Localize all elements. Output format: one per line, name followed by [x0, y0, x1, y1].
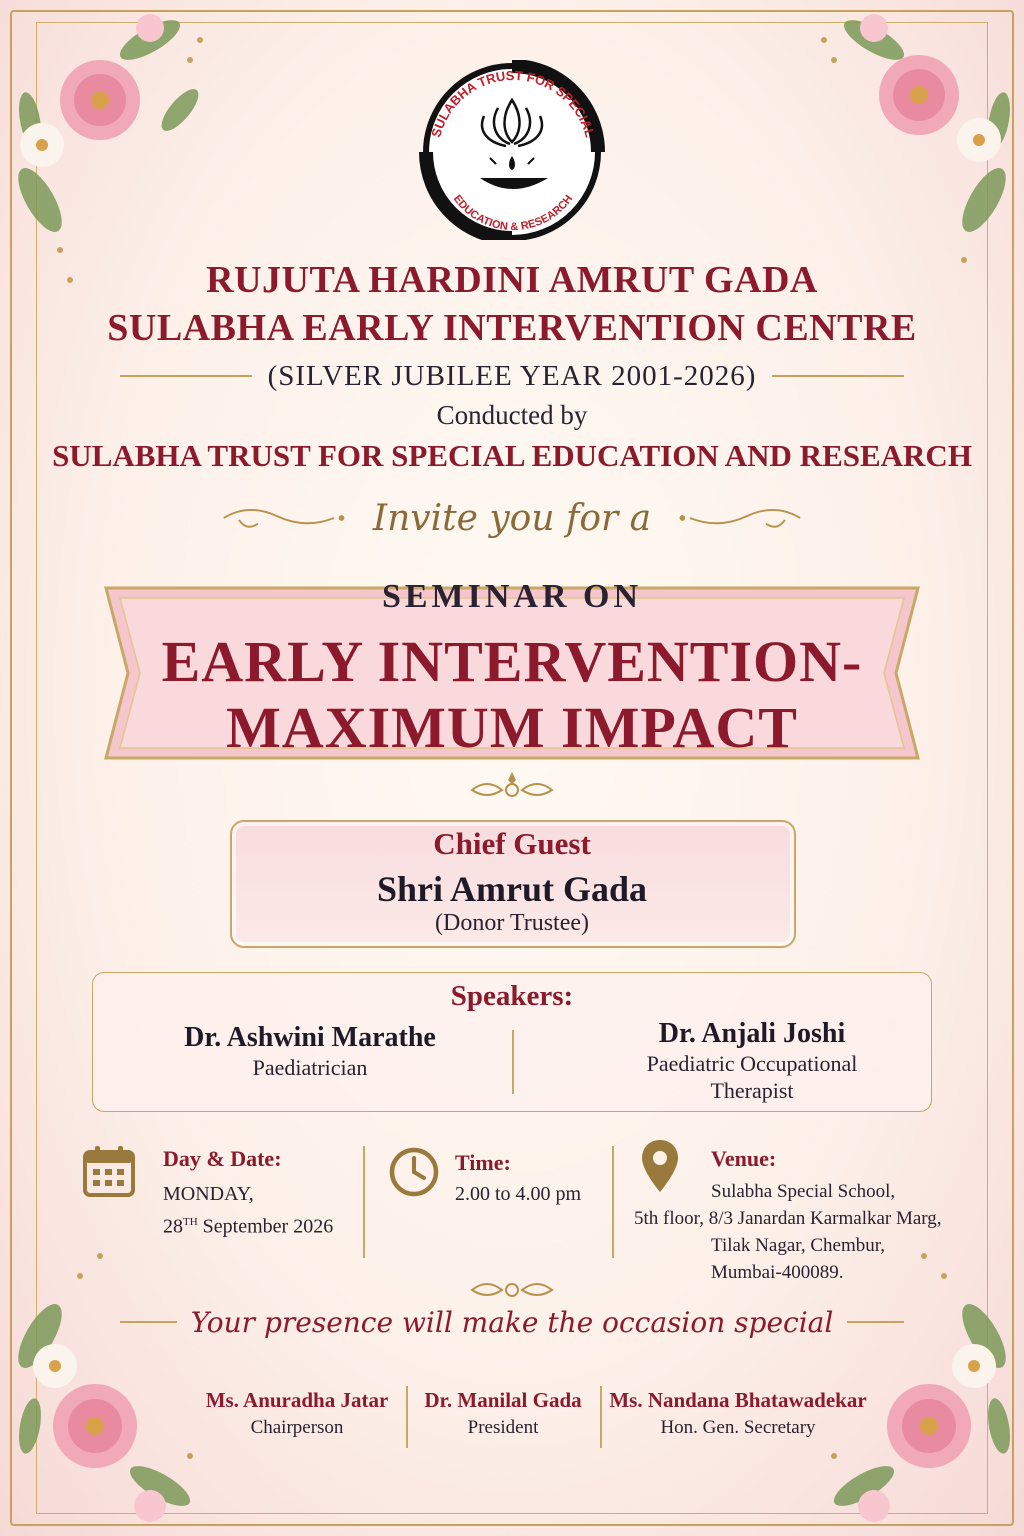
floral-corner-top-left — [0, 0, 220, 300]
logo-ring-top-text: SULABHA TRUST FOR SPECIAL — [428, 67, 598, 139]
floral-corner-top-right — [804, 0, 1024, 300]
speaker-role: Paediatric Occupational — [646, 1051, 858, 1076]
signatory-1 — [190, 1388, 404, 1439]
jubilee-row — [120, 356, 904, 396]
seminar-prefix: SEMINAR ON — [381, 578, 643, 615]
speaker-name: Dr. Ashwini Marathe — [184, 1022, 436, 1053]
speakers-label: Speakers: — [450, 980, 574, 1012]
divider-line — [120, 1321, 177, 1323]
speaker-role: Therapist — [710, 1078, 794, 1103]
centre-name-line2: SULABHA EARLY INTERVENTION CENTRE — [107, 307, 917, 349]
venue-line: Sulabha Special School, — [711, 1181, 896, 1202]
divider-line — [120, 375, 252, 377]
signatory-2 — [410, 1388, 596, 1439]
signatory-3 — [606, 1388, 870, 1439]
chief-guest-label: Chief Guest — [433, 826, 591, 861]
signatory-name: Ms. Anuradha Jatar — [205, 1388, 389, 1412]
conducted-by: Conducted by — [436, 400, 588, 430]
logo-ring-bottom-text: EDUCATION & RESEARCH — [450, 192, 576, 234]
invite-row — [220, 490, 804, 546]
signatory-divider — [406, 1386, 408, 1448]
details-divider — [612, 1146, 614, 1258]
signatory-name: Ms. Nandana Bhatawadekar — [609, 1388, 867, 1412]
details-divider — [363, 1146, 365, 1258]
date-full — [163, 1208, 333, 1241]
venue-line: 5th floor, 8/3 Janardan Karmalkar Marg, — [634, 1208, 942, 1229]
speaker-2 — [540, 1018, 964, 1104]
presence-text: Your presence will make the occasion special — [190, 1305, 834, 1339]
speaker-name: Dr. Anjali Joshi — [658, 1018, 846, 1049]
presence-row — [120, 1302, 904, 1342]
date-day: 28 — [163, 1215, 183, 1238]
time-value: 2.00 to 4.00 pm — [455, 1183, 582, 1205]
centre-name-line1: RUJUTA HARDINI AMRUT GADA — [206, 259, 818, 301]
venue-line: Tilak Nagar, Chembur, — [711, 1235, 886, 1256]
jubilee-text: (SILVER JUBILEE YEAR 2001-2026) — [267, 359, 757, 392]
date-value — [163, 1180, 333, 1241]
speaker-1 — [120, 1022, 500, 1081]
signatory-name: Dr. Manilal Gada — [424, 1388, 582, 1412]
signatory-role: Chairperson — [250, 1417, 344, 1438]
calendar-icon — [82, 1144, 136, 1198]
date-suffix: TH — [183, 1216, 198, 1228]
chief-guest-role: (Donor Trustee) — [435, 910, 589, 936]
date-label: Day & Date: — [163, 1146, 282, 1171]
date-month-year: September 2026 — [197, 1215, 334, 1238]
chief-guest-name: Shri Amrut Gada — [376, 869, 648, 909]
speaker-role: Paediatrician — [252, 1055, 368, 1080]
center-ornament — [462, 768, 562, 808]
trust-name: SULABHA TRUST FOR SPECIAL EDUCATION AND RESEARCH — [52, 438, 972, 473]
signatory-divider — [600, 1386, 602, 1448]
divider-line — [847, 1321, 904, 1323]
venue-address — [634, 1178, 964, 1286]
invite-text: Invite you for a — [372, 497, 652, 539]
clock-icon — [388, 1146, 440, 1198]
floral-corner-bottom-left — [0, 1236, 220, 1536]
venue-label: Venue: — [711, 1146, 777, 1171]
seminar-topic-line2: MAXIMUM IMPACT — [226, 695, 798, 760]
signatory-role: President — [467, 1417, 539, 1438]
trust-logo — [398, 60, 626, 240]
swirl-ornament-left — [220, 498, 353, 538]
signatory-role: Hon. Gen. Secretary — [660, 1417, 816, 1438]
date-weekday: MONDAY, — [163, 1183, 254, 1205]
divider-line — [772, 375, 904, 377]
speaker-divider — [512, 1030, 514, 1094]
swirl-ornament-right — [671, 498, 804, 538]
venue-line: Mumbai-400089. — [711, 1262, 844, 1283]
seminar-topic-line1: EARLY INTERVENTION- — [161, 629, 863, 694]
time-label: Time: — [455, 1150, 511, 1175]
